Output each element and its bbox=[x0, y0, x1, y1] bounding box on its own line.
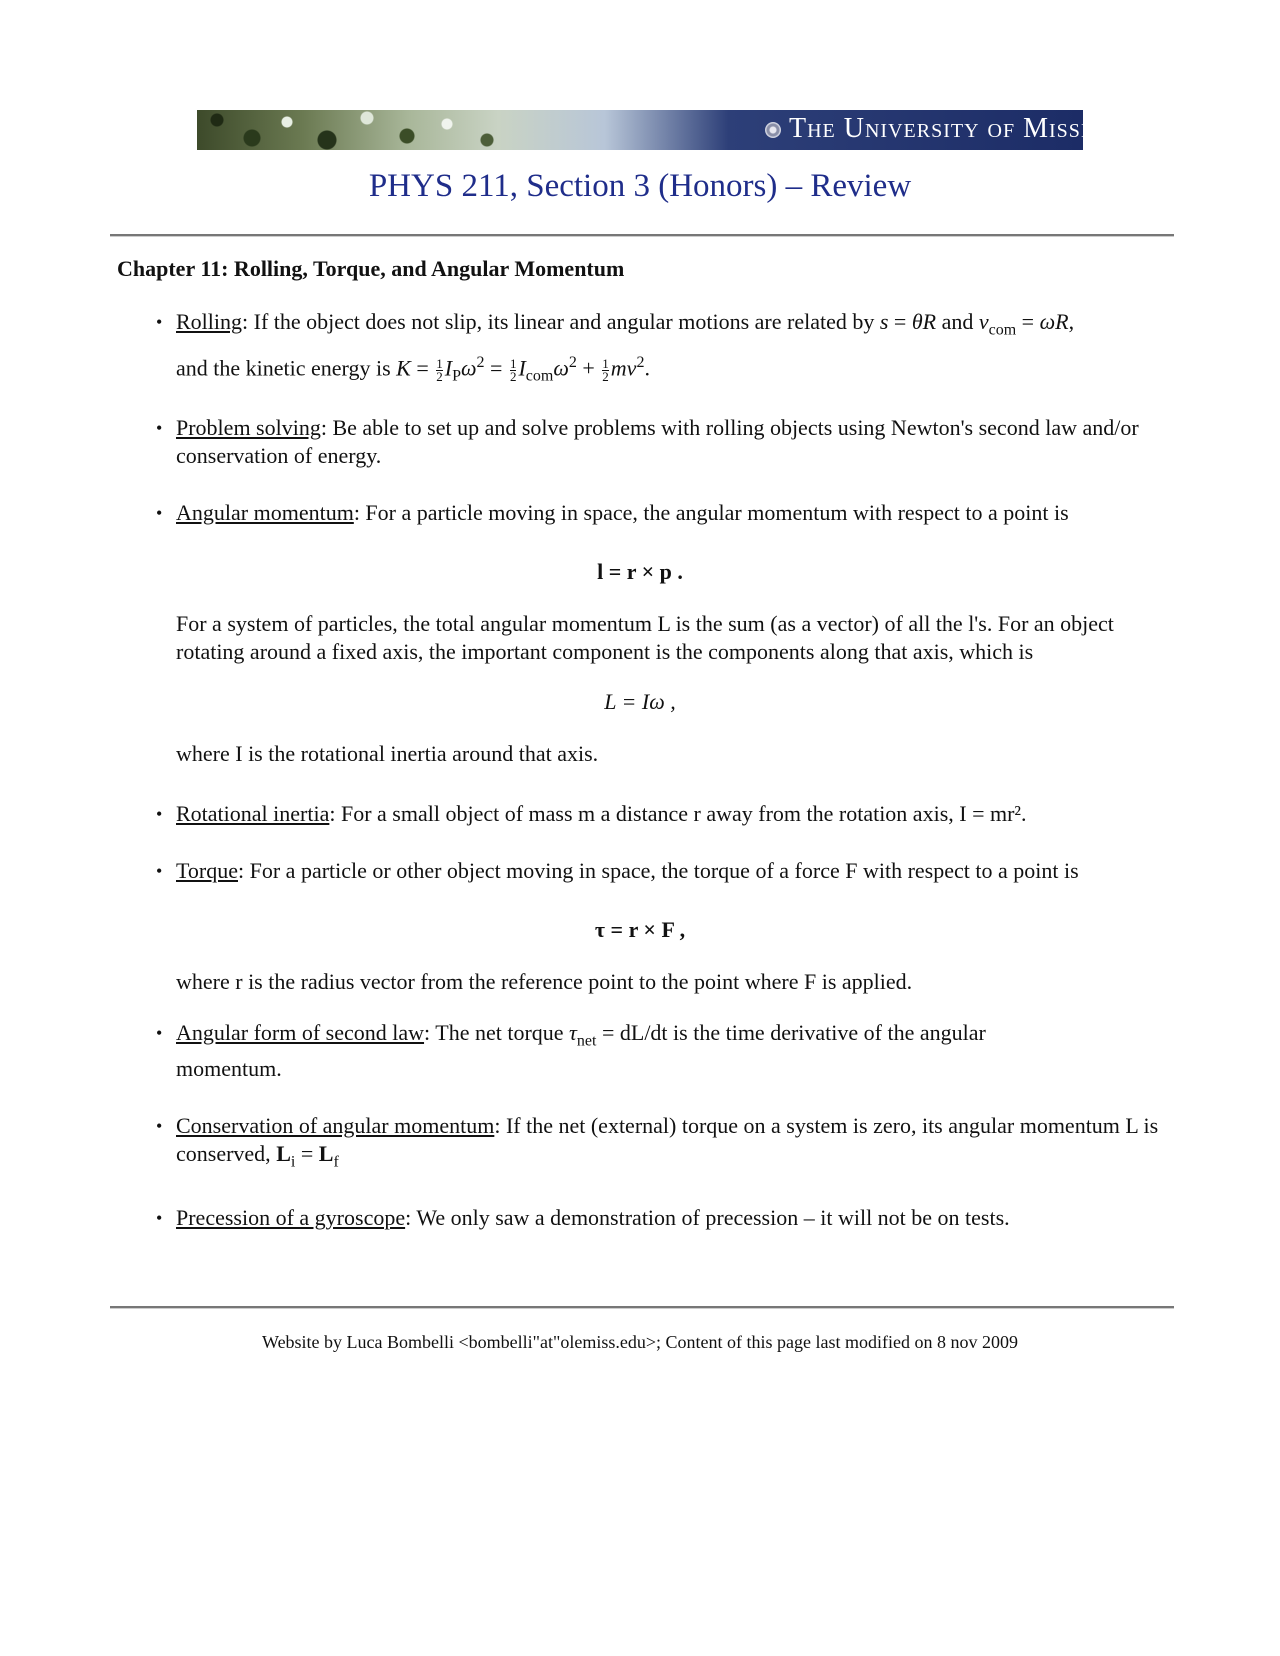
list-item-precession bbox=[156, 1204, 1176, 1232]
rotational-inertia-text: : For a small object of mass m a distance r away from the rotation axis, I = mr². bbox=[329, 801, 1027, 826]
bullet-icon: • bbox=[156, 418, 163, 438]
list-item-second-law-line2 bbox=[176, 1055, 1176, 1083]
angular-momentum-paragraph: For a system of particles, the total angular momentum L is the sum (as a vector) of all the l's. For an object rotating around a fixed axis, the important component is the components along that axis, which is bbox=[176, 611, 1114, 664]
term-torque: Torque bbox=[176, 858, 238, 883]
term-angular-momentum: Angular momentum bbox=[176, 500, 354, 525]
term-problem-solving: Problem solving bbox=[176, 415, 321, 440]
list-item-rolling: • Rolling: If the object does not slip, its linear and angular motions are related by s = θR and $v_{com} = \omega R$, bbox=[156, 309, 1075, 339]
bullet-icon: • bbox=[156, 503, 163, 523]
footer: Website by Luca Bombelli <bombelli"at"olemiss.edu>; Content of this page last modified on 8 nov 2009 bbox=[262, 1332, 1018, 1352]
list-item-torque bbox=[156, 857, 1176, 885]
torque-paragraph: where r is the radius vector from the reference point to the point where F is applied. bbox=[176, 969, 913, 994]
list-item-problem-solving bbox=[156, 414, 1176, 470]
term-second-law: Angular form of second law bbox=[176, 1020, 425, 1045]
second-law-text-before: : The net torque bbox=[424, 1020, 570, 1045]
university-logo-text: The University of Mississippi bbox=[789, 113, 1153, 144]
precession-text: : We only saw a demonstration of precession – it will not be on tests. bbox=[405, 1205, 1010, 1230]
top-divider bbox=[110, 234, 1174, 237]
university-banner bbox=[197, 110, 1153, 150]
conservation-text: : If the net (external) torque on a system is zero, its angular momentum L is conserved, bbox=[176, 1113, 1159, 1166]
chapter-heading: Chapter 11: Rolling, Torque, and Angular Momentum bbox=[117, 256, 625, 281]
list-item-rotational-inertia bbox=[156, 800, 1176, 828]
term-rolling: Rolling bbox=[176, 309, 243, 334]
equation-angular-momentum: l = r × p . bbox=[597, 559, 683, 584]
bullet-icon: • bbox=[156, 1023, 163, 1043]
second-law-text-after: = dL/dt is the time derivative of the angular bbox=[596, 1020, 986, 1045]
page-title: PHYS 211, Section 3 (Honors) – Review bbox=[368, 168, 912, 204]
term-rotational-inertia: Rotational inertia bbox=[176, 801, 330, 826]
rolling-text: : If the object does not slip, its linear and angular motions are related by bbox=[242, 309, 880, 334]
rolling-text-mid: and bbox=[936, 309, 979, 334]
term-precession: Precession of a gyroscope bbox=[176, 1205, 406, 1230]
banner-foliage bbox=[197, 110, 537, 150]
list-item-second-law: • Angular form of second law: The net torque $\tau_{net} = dL/dt$ is the time derivative of the angular bbox=[156, 1020, 986, 1050]
list-item-conservation: • Conservation of angular momentum: If the net (external) torque on a system is zero, its angular momentum L is conserved, $L_i = L_f$ bbox=[156, 1113, 1159, 1171]
equation-torque: τ = r × F , bbox=[594, 917, 686, 942]
second-law-text-line2: momentum. bbox=[176, 1056, 282, 1081]
university-seal-icon bbox=[765, 122, 781, 138]
list-item-angular-momentum bbox=[156, 499, 1176, 527]
term-conservation: Conservation of angular momentum bbox=[176, 1113, 495, 1138]
bullet-icon: • bbox=[156, 861, 163, 881]
equation-l-i-omega: L = Iω , bbox=[604, 689, 676, 714]
bullet-icon: • bbox=[156, 804, 163, 824]
list-item-rolling-line2: and the kinetic energy is K = $\frac{1}{2}$ $I_P\omega^2$ = $\frac{1}{2}$ $I_{com}\omega^2$ + $\frac{1}{2}$ $mv^2$. bbox=[176, 354, 650, 385]
problem-solving-text: : Be able to set up and solve problems with rolling objects using Newton's second law and/or conservation of energy. bbox=[176, 415, 1139, 468]
angular-momentum-text: : For a particle moving in space, the angular momentum with respect to a point is bbox=[353, 500, 1069, 525]
rolling-energy-text: and the kinetic energy is bbox=[176, 355, 397, 381]
bullet-icon: • bbox=[156, 312, 163, 332]
torque-text: : For a particle or other object moving in space, the torque of a force F with respect to a point is bbox=[238, 858, 1079, 883]
bullet-icon: • bbox=[156, 1208, 163, 1228]
bullet-icon: • bbox=[156, 1116, 163, 1136]
angular-momentum-paragraph-2: where I is the rotational inertia around that axis. bbox=[176, 741, 599, 766]
bottom-divider bbox=[110, 1306, 1174, 1309]
